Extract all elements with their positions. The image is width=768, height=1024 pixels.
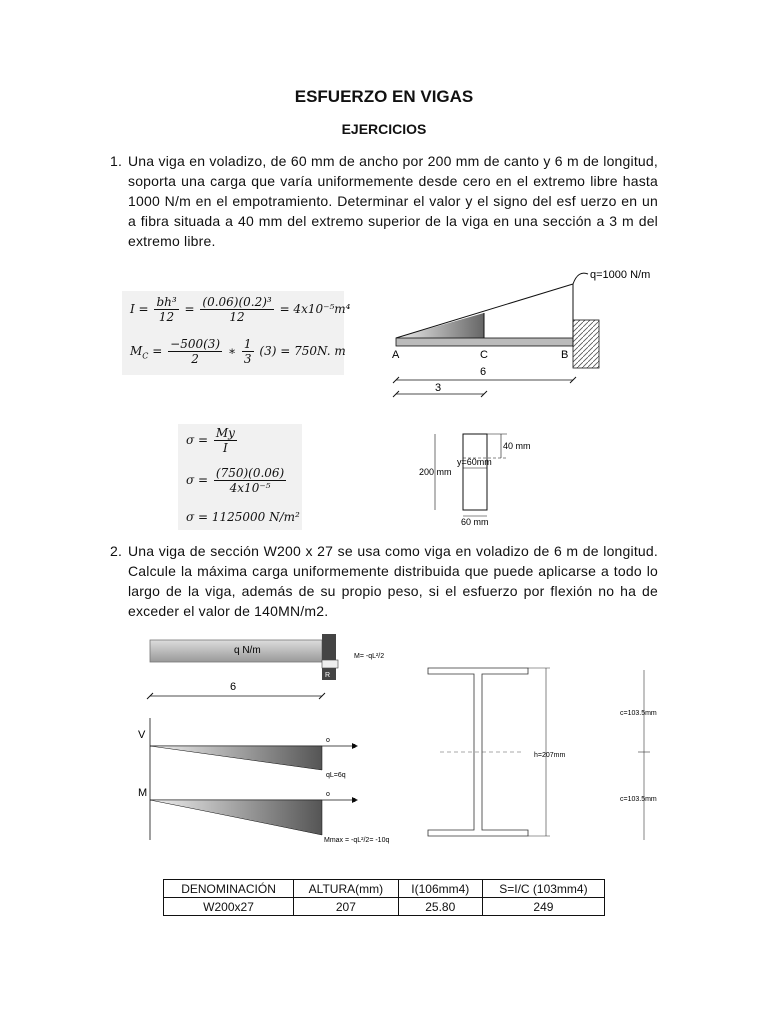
dimension-3-label: 3 <box>435 382 442 394</box>
beam <box>396 338 573 346</box>
dim-60mm: 60 mm <box>461 517 489 527</box>
dimension-6-label: 6 <box>480 366 487 378</box>
cantilever-load-diagram <box>378 262 668 402</box>
m-axis-label: M <box>138 787 148 799</box>
section-properties-table <box>163 879 605 916</box>
moment-label: M= -qL²/2 <box>354 653 385 660</box>
moment-equation: $M_C$ = $\frac{-500(3)}{2}$ ∗ $\frac{1}{3}$ (3) = 750N. m <box>130 337 346 366</box>
table-header-row <box>164 880 605 898</box>
moment-area <box>150 800 322 835</box>
point-b: B <box>561 349 569 361</box>
table-header: DENOMINACIÓN <box>164 880 294 898</box>
svg-text:x: x <box>352 797 356 804</box>
table-cell: 249 <box>482 898 604 916</box>
problem-2 <box>110 541 658 621</box>
svg-text:o: o <box>326 791 330 798</box>
stress-formula: σ = $\frac{My}{I}$ <box>186 426 235 455</box>
reaction-label: R <box>325 672 331 679</box>
table-header: ALTURA(mm) <box>294 880 399 898</box>
table-cell: W200x27 <box>164 898 294 916</box>
shear-max-label: qL=6q <box>326 772 346 779</box>
c-bottom-label: c=103.5mm <box>620 796 657 803</box>
table-cell: 207 <box>294 898 399 916</box>
problem-number: 1. <box>110 153 123 169</box>
equations-inertia-moment <box>122 291 351 375</box>
equations-stress <box>178 424 302 530</box>
dim-200mm: 200 mm <box>419 467 452 477</box>
w-section-diagram <box>420 660 680 845</box>
table-cell: 25.80 <box>398 898 482 916</box>
point-c: C <box>480 349 488 361</box>
wall-support <box>573 320 599 368</box>
problem-text: Una viga de sección W200 x 27 se usa como viga en voladizo de 6 m de longitud. Calcule la máxima carga uniformemente distribuida que puede aplicarse a todo lo largo de la viga, además de su propio peso, si el esfuerzo por flexión no ha de exceder el valor de 140MN/m2. <box>128 543 658 619</box>
table-header: S=I/C (103mm4) <box>482 880 604 898</box>
dim-40mm: 40 mm <box>503 441 531 451</box>
c-top-label: c=103.5mm <box>620 710 657 717</box>
load-label: q=1000 N/m <box>590 269 651 281</box>
page-title: ESFUERZO EN VIGAS <box>294 87 474 106</box>
svg-text:x: x <box>352 743 356 750</box>
shear-area <box>150 746 322 770</box>
shear-moment-diagram <box>130 630 410 850</box>
svg-text:o: o <box>326 737 330 744</box>
point-a: A <box>392 349 400 361</box>
load-label: q N/m <box>234 645 261 656</box>
stress-substitution: σ = $\frac{(750)(0.06)}{\text{4x10⁻⁵}}$ <box>186 466 285 495</box>
problem-number: 2. <box>110 543 123 559</box>
table-row <box>164 898 605 916</box>
length-label: 6 <box>230 681 237 693</box>
cross-section-diagram <box>415 428 540 530</box>
table-header: I(106mm4) <box>398 880 482 898</box>
height-label: h=207mm <box>534 752 566 759</box>
problem-1 <box>110 151 658 251</box>
section-heading: EJERCICIOS <box>341 121 427 137</box>
moment-max-label: Mmax = -qL²/2= -10q <box>324 837 390 844</box>
problem-text: Una viga en voladizo, de 60 mm de ancho por 200 mm de canto y 6 m de longitud, soporta una carga que varía uniformemente desde cero en el extremo libre hasta 1000 N/m en el empotramiento. Determinar el valor y el signo del esf uerzo en un a fibra situada a 40 mm del extremo superior de la viga en una sección a 3 m del extremo libre. <box>128 153 658 249</box>
stress-result: σ = 1125000 N/m² <box>186 510 300 524</box>
section-rectangle <box>463 434 487 510</box>
v-axis-label: V <box>138 729 146 741</box>
dim-y: y=60mm <box>457 457 492 467</box>
inertia-equation: I = $\frac{\text{bh³}}{12}$ = $\frac{\text{(0.06)(0.2)³}}{12}$ = 4x10⁻⁵m⁴ <box>130 295 351 324</box>
